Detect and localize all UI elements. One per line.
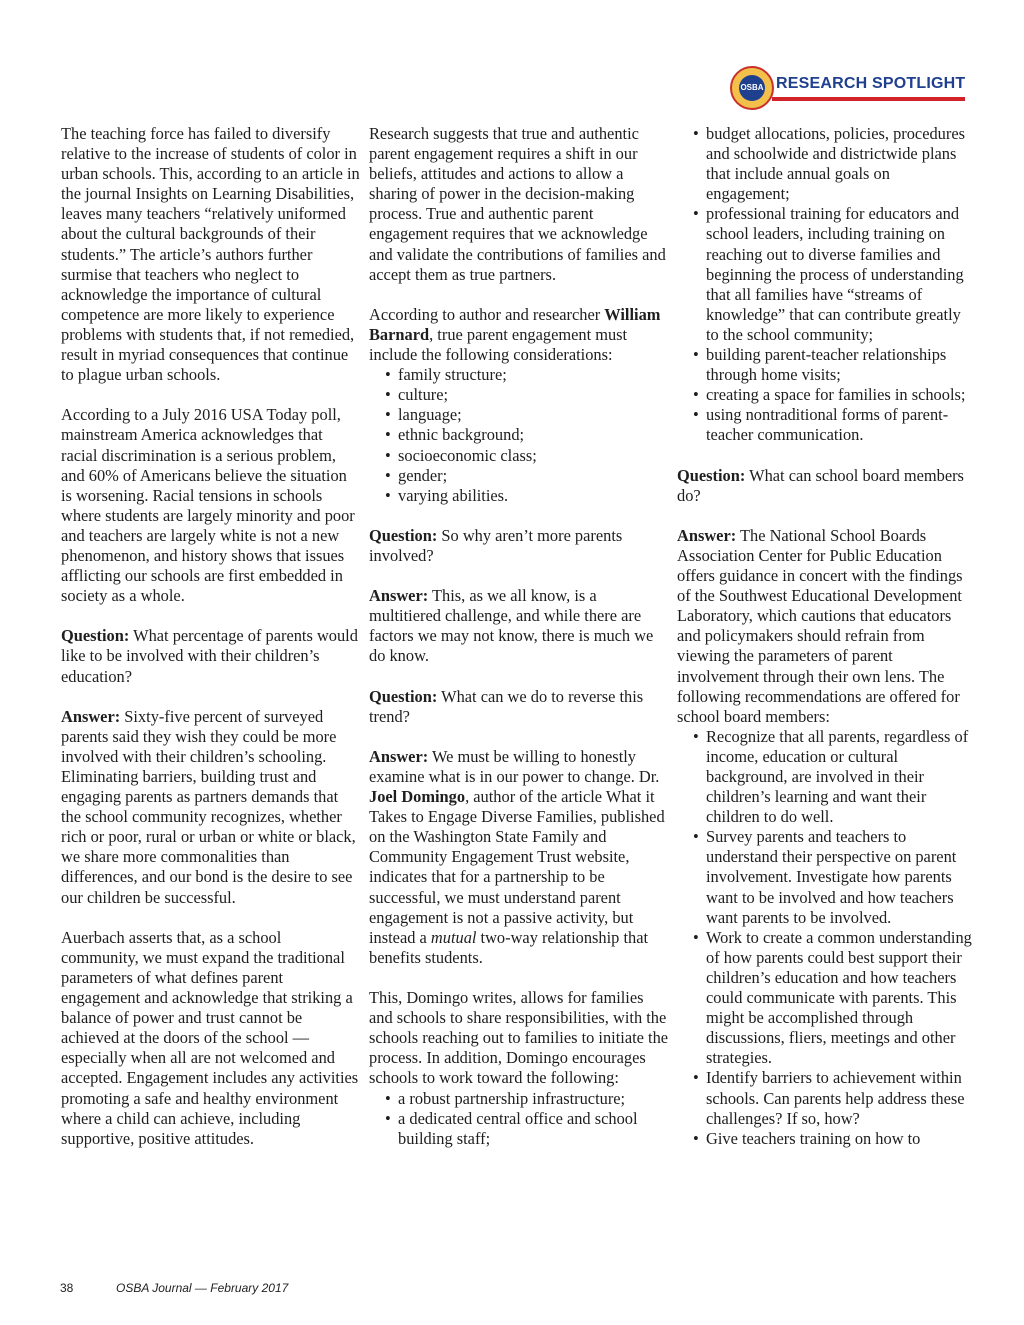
- answer-label: Answer:: [61, 706, 121, 726]
- list-item: • budget allocations, policies, procedures and schoolwide and districtwide plans that include annual goals on engagement;: [693, 124, 977, 204]
- author-name: William Barnard: [369, 304, 661, 344]
- answer: [677, 526, 977, 727]
- column-2: [369, 124, 669, 1149]
- list-item: • building parent-teacher relationships through home visits;: [693, 345, 977, 385]
- answer-label: Answer:: [677, 525, 737, 545]
- paragraph: The teaching force has failed to diversify relative to the increase of students of color in urban schools. This, according to an article in the journal Insights on Learning Disabilities, leaves many teachers “relatively uniformed about the cultural backgrounds of their students.” The article’s authors further surmise that teachers who neglect to acknowledge the importance of cultural competence are more likely to experience problems with students that, if not remedied, result in myriad consequences that continue to plague urban schools.: [61, 124, 360, 385]
- question-label: Question:: [369, 686, 438, 706]
- text-run: , true parent engagement must include the following considerations:: [369, 324, 628, 365]
- list-item: • varying abilities.: [385, 486, 669, 506]
- list-item: • ethnic background;: [385, 425, 669, 445]
- paragraph: Research suggests that true and authentic parent engagement requires a shift in our beliefs, attitudes and actions to allow a sharing of power in the decision-making process. True and authentic parent engagement requires that we acknowledge and validate the contributions of families and accept them as true partners.: [369, 124, 666, 284]
- question: [369, 526, 669, 566]
- column-1: [61, 124, 361, 1149]
- recommendations-list: [677, 727, 977, 1149]
- paragraph: According to a July 2016 USA Today poll, mainstream America acknowledges that racial discrimination is a serious problem, and 60% of Americans believe the situation is worsening. Racial tensions in schools where students are largely minority and poor and teachers are largely white is not a new phenomenon, and history shows that issues afflicting our schools are first embedded in society as a whole.: [61, 405, 355, 606]
- list-item: • socioeconomic class;: [385, 446, 669, 466]
- list-item: • Survey parents and teachers to understand their perspective on parent involvement. Investigate how parents want to be involved and how teachers want parents to be involved.: [693, 827, 977, 927]
- answer-label: Answer:: [369, 586, 429, 606]
- infrastructure-list: [677, 124, 977, 446]
- answer: [369, 747, 669, 968]
- answer-text: The National School Boards Association Center for Public Education offers guidance in concert with the findings of the Southwest Educational Development Laboratory, which cautions that educators and policymakers should refrain from viewing the parameters of parent involvement through their own lens. The following recommendations are offered for school board members:: [677, 525, 963, 726]
- paragraph: This, Domingo writes, allows for families and schools to share responsibilities, with the schools reaching out to families to initiate the process. In addition, Domingo encourages schools to work toward the following:: [369, 988, 669, 1088]
- list-item: • culture;: [385, 385, 669, 405]
- question-label: Question:: [369, 525, 438, 545]
- list-item: • Work to create a common understanding of how parents could best support their children’s education and how teachers could communicate with parents. This might be accomplished through discussions, fliers, meetings and other strategies.: [693, 928, 977, 1069]
- list-item: • a dedicated central office and school building staff;: [385, 1109, 669, 1149]
- text-run: We must be willing to honestly examine what is in our power to change. Dr.: [369, 746, 660, 786]
- question-text: What percentage of parents would like to be involved with their children’s education?: [61, 626, 358, 686]
- list-item: • creating a space for families in schools;: [693, 385, 977, 405]
- osba-logo-text: OSBA: [739, 75, 765, 101]
- list-item: • family structure;: [385, 365, 669, 385]
- question-text: So why aren’t more parents involved?: [369, 525, 623, 565]
- emphasis: mutual: [430, 927, 477, 947]
- question-label: Question:: [677, 465, 746, 485]
- paragraph: Auerbach asserts that, as a school community, we must expand the traditional parameters of what defines parent engagement and acknowledge that striking a balance of power and trust cannot be achieved at the doors of the school — especially when all are not welcomed and accepted. Engagement includes any activities promoting a safe and healthy environment where a child can achieve, including supportive, positive attitudes.: [61, 927, 359, 1148]
- text-run: According to author and researcher: [369, 304, 605, 324]
- text-run: two-way relationship that benefits students.: [369, 927, 649, 967]
- question: [61, 626, 361, 686]
- list-item: • gender;: [385, 466, 669, 486]
- osba-logo: [730, 66, 774, 110]
- answer-label: Answer:: [369, 746, 429, 766]
- author-name: Joel Domingo: [369, 787, 466, 807]
- list-item: • Give teachers training on how to: [693, 1129, 977, 1149]
- question: [369, 687, 669, 727]
- list-item: • a robust partnership infrastructure;: [385, 1089, 669, 1109]
- text-run: , author of the article What it Takes to Engage Diverse Families, published on the Washington State Family and Community Engagement Trust website, indicates that for a partnership to be successful, we must understand parent engagement is not a passive activity, but instead a: [369, 787, 665, 947]
- list-item: • professional training for educators and school leaders, including training on reaching out to diverse families and beginning the process of understanding that all families have “streams of knowledge” that can contribute greatly to the school community;: [693, 204, 977, 345]
- paragraph: [369, 305, 669, 365]
- answer-text: This, as we all know, is a multitiered challenge, and while there are factors we may not know, there is much we do know.: [369, 586, 654, 666]
- list-item: • Recognize that all parents, regardless of income, education or cultural background, are involved in their children’s learning and want their children to do well.: [693, 727, 977, 827]
- question: [677, 466, 977, 506]
- question-text: What can school board members do?: [677, 465, 964, 505]
- answer: [369, 586, 669, 666]
- section-title: RESEARCH SPOTLIGHT: [776, 75, 966, 92]
- page-number: 38: [60, 1281, 74, 1295]
- journal-issue: OSBA Journal — February 2017: [116, 1281, 289, 1295]
- domingo-list: [369, 1089, 669, 1149]
- answer-text: Sixty-five percent of surveyed parents said they wish they could be more involved with their children’s schooling. Eliminating barriers, building trust and engaging parents as partners demands that the school community recognizes, whether rich or poor, rural or urban or white or black, we share more commonalities than differences, and our bond is the desire to see our children be successful.: [61, 706, 356, 907]
- research-spotlight-header: [728, 62, 968, 106]
- question-text: What can we do to reverse this trend?: [369, 686, 644, 726]
- column-3: [677, 124, 977, 1149]
- list-item: • Identify barriers to achievement within schools. Can parents help address these challenges? If so, how?: [693, 1068, 977, 1128]
- list-item: • language;: [385, 405, 669, 425]
- title-underline: [772, 97, 965, 101]
- considerations-list: [369, 365, 669, 506]
- list-item: • using nontraditional forms of parent-teacher communication.: [693, 405, 977, 445]
- answer: [61, 707, 361, 908]
- question-label: Question:: [61, 626, 130, 646]
